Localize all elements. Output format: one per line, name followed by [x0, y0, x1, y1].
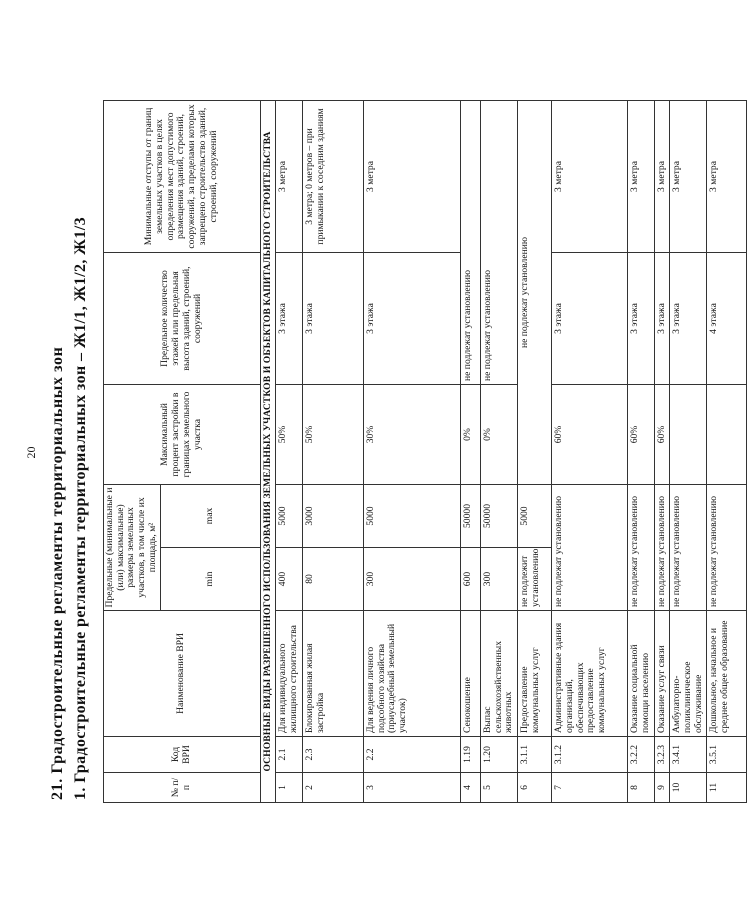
cell-num: 4: [460, 773, 480, 803]
cell-percent: 30%: [363, 384, 460, 484]
cell-min: 80: [302, 548, 363, 611]
cell-percent: 0%: [480, 384, 517, 484]
cell-merged-value: не подлежат установлению: [480, 100, 517, 384]
cell-max: 3000: [302, 484, 363, 547]
cell-max: 5000: [276, 484, 302, 547]
header-sizes: Предельные (минимальные и (или) максимальные) размеры земельных участков, в том числе их площадь, м²: [104, 484, 161, 610]
table-row: [552, 100, 628, 802]
cell-name: Для индивидуального жилищного строительства: [276, 611, 302, 737]
cell-floors: 3 этажа: [628, 252, 654, 384]
table-row: [707, 100, 747, 802]
cell-min: 400: [276, 548, 302, 611]
cell-name: Блокированная жилая застройка: [302, 611, 363, 737]
cell-name: Предоставление коммунальных услуг: [518, 611, 552, 737]
cell-max: 50000: [480, 484, 517, 547]
cell-num: 7: [552, 773, 628, 803]
section-title: ОСНОВНЫЕ ВИДЫ РАЗРЕШЕННОГО ИСПОЛЬЗОВАНИЯ ЗЕМЕЛЬНЫХ УЧАСТКОВ И ОБЪЕКТОВ КАПИТАЛЬНОГО СТРОИТЕЛЬСТВА: [260, 100, 276, 802]
cell-size-merged: не подлежат установлению: [628, 484, 654, 610]
cell-max: 5000: [518, 484, 552, 547]
page-number: 20: [24, 446, 38, 459]
cell-floors: 3 этажа: [552, 252, 628, 384]
header-min: min: [160, 548, 260, 611]
cell-setback: 3 метра: [628, 100, 654, 252]
cell-max: 50000: [460, 484, 480, 547]
cell-num: 11: [707, 773, 747, 803]
cell-code: 3.4.1: [670, 737, 707, 773]
cell-size-merged: не подлежат установлению: [670, 484, 707, 610]
cell-num: 6: [518, 773, 552, 803]
cell-name: Выпас сельскохозяйственных животных: [480, 611, 517, 737]
table-row: [460, 100, 480, 802]
cell-code: 2.2: [363, 737, 460, 773]
section-heading: 21. Градостроительные регламенты территориальных зон: [49, 346, 66, 800]
cell-num: 2: [302, 773, 363, 803]
cell-code: 3.5.1: [707, 737, 747, 773]
cell-name: Сенокошение: [460, 611, 480, 737]
cell-floors: 3 этажа: [276, 252, 302, 384]
cell-setback: 3 метра: [552, 100, 628, 252]
cell-max: 5000: [363, 484, 460, 547]
cell-setback: 3 метра: [707, 100, 747, 252]
cell-floors: 4 этажа: [707, 252, 747, 384]
cell-percent: [707, 384, 747, 484]
cell-name: Оказание услуг связи: [654, 611, 670, 737]
header-max: max: [160, 484, 260, 547]
cell-name: Административные здания организаций, обеспечивающих предоставление коммунальных услуг: [552, 611, 628, 737]
header-code: Код ВРИ: [104, 737, 261, 773]
table-row: [276, 100, 302, 802]
regulations-table: [103, 100, 747, 803]
subsection-heading: 1. Градостроительные регламенты территориальных зон – Ж1/1, Ж1/2, Ж1/3: [72, 216, 89, 800]
header-num: № п/п: [104, 773, 261, 803]
cell-setback: 3 метра: [276, 100, 302, 252]
cell-code: 3.1.1: [518, 737, 552, 773]
cell-setback: 3 метра: [363, 100, 460, 252]
cell-min: не подлежит установлению: [518, 548, 552, 611]
cell-floors: 3 этажа: [363, 252, 460, 384]
cell-setback: 3 метра; 0 метров – при примыкании к соседним зданиям: [302, 100, 363, 252]
cell-merged-value: не подлежат установлению: [518, 100, 552, 484]
cell-name: Оказание социальной помощи населению: [628, 611, 654, 737]
cell-size-merged: не подлежат установлению: [707, 484, 747, 610]
cell-floors: 3 этажа: [302, 252, 363, 384]
cell-min: 600: [460, 548, 480, 611]
cell-percent: 60%: [552, 384, 628, 484]
header-setback: Минимальные отступы от границ земельных участков в целях определения мест допустимого размещения зданий, строений, сооружений, за пределами которых запрещено строительство зданий, строений, сооружений: [104, 100, 261, 252]
cell-setback: 3 метра: [670, 100, 707, 252]
table-row: [480, 100, 517, 802]
table-row: [518, 100, 552, 802]
cell-size-merged: не подлежат установлению: [552, 484, 628, 610]
cell-code: 3.1.2: [552, 737, 628, 773]
header-floors: Предельное количество этажей или предельная высота зданий, строений, сооружений: [104, 252, 261, 384]
cell-num: 3: [363, 773, 460, 803]
cell-setback: 3 метра: [654, 100, 670, 252]
table-row: [628, 100, 654, 802]
cell-num: 5: [480, 773, 517, 803]
table-row: [670, 100, 707, 802]
cell-num: 1: [276, 773, 302, 803]
cell-percent: [670, 384, 707, 484]
cell-num: 8: [628, 773, 654, 803]
table-row: [654, 100, 670, 802]
cell-code: 2.1: [276, 737, 302, 773]
table-row: [302, 100, 363, 802]
cell-floors: 3 этажа: [670, 252, 707, 384]
cell-floors: 3 этажа: [654, 252, 670, 384]
header-name: Наименование ВРИ: [104, 611, 261, 737]
cell-percent: 50%: [302, 384, 363, 484]
cell-num: 9: [654, 773, 670, 803]
cell-code: 1.19: [460, 737, 480, 773]
cell-percent: 0%: [460, 384, 480, 484]
table-row: [363, 100, 460, 802]
cell-percent: 60%: [628, 384, 654, 484]
cell-name: Дошкольное, начальное и среднее общее образование: [707, 611, 747, 737]
cell-merged-value: не подлежат установлению: [460, 100, 480, 384]
cell-min: 300: [480, 548, 517, 611]
cell-name: Амбулаторно-поликлиническое обслуживание: [670, 611, 707, 737]
cell-percent: 50%: [276, 384, 302, 484]
cell-code: 1.20: [480, 737, 517, 773]
cell-min: 300: [363, 548, 460, 611]
cell-num: 10: [670, 773, 707, 803]
cell-code: 3.2.2: [628, 737, 654, 773]
cell-code: 2.3: [302, 737, 363, 773]
cell-size-merged: не подлежат установлению: [654, 484, 670, 610]
header-percent: Максимальный процент застройки в границах земельного участка: [104, 384, 261, 484]
cell-name: Для ведения личного подсобного хозяйства (приусадебный земельный участок): [363, 611, 460, 737]
cell-code: 3.2.3: [654, 737, 670, 773]
cell-percent: 60%: [654, 384, 670, 484]
